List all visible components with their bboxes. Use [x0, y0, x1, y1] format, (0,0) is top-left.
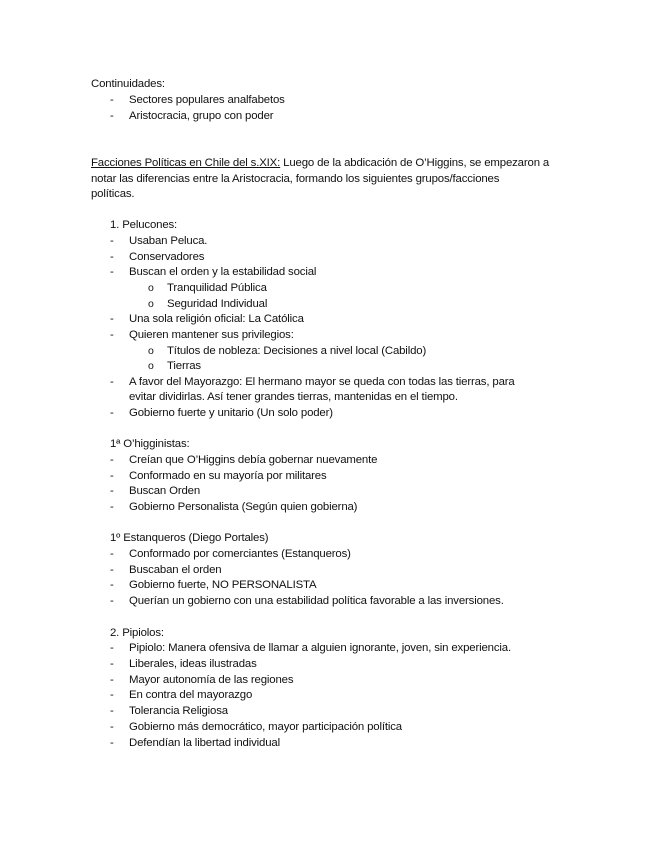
list-item: Quieren mantener sus privilegios: — [129, 329, 294, 341]
list-item: En contra del mayorazgo — [129, 689, 253, 701]
dash-marker: - — [110, 407, 114, 419]
dash-marker: - — [110, 564, 114, 576]
dash-marker: - — [110, 674, 114, 686]
list-item: Gobierno más democrático, mayor participación política — [129, 721, 402, 733]
dash-marker: - — [110, 470, 114, 482]
facciones-intro-line-2: notar las diferencias entre la Aristocracia, formando los siguientes grupos/facciones — [91, 173, 500, 185]
bullet-marker: o — [148, 298, 154, 310]
continuidades-title: Continuidades: — [91, 78, 165, 90]
dash-marker: - — [110, 595, 114, 607]
list-item: A favor del Mayorazgo: El hermano mayor se queda con todas las tierras, para — [129, 376, 515, 388]
list-item: Una sola religión oficial: La Católica — [129, 313, 304, 325]
list-item: Pipiolo: Manera ofensiva de llamar a alguien ignorante, joven, sin experiencia. — [129, 642, 511, 654]
estanqueros-title: 1º Estanqueros (Diego Portales) — [110, 532, 269, 544]
dash-marker: - — [110, 313, 114, 325]
list-item: Defendían la libertad individual — [129, 737, 280, 749]
dash-marker: - — [110, 485, 114, 497]
list-item: Conformado en su mayoría por militares — [129, 470, 327, 482]
dash-marker: - — [110, 642, 114, 654]
sub-list-item: Seguridad Individual — [167, 298, 268, 310]
list-item: Tolerancia Religiosa — [129, 705, 228, 717]
dash-marker: - — [110, 501, 114, 513]
list-item: Mayor autonomía de las regiones — [129, 674, 294, 686]
sub-list-item: Tranquilidad Pública — [167, 282, 267, 294]
dash-marker: - — [110, 454, 114, 466]
list-item: Usaban Peluca. — [129, 235, 208, 247]
dash-marker: - — [110, 251, 114, 263]
bullet-marker: o — [148, 345, 154, 357]
bullet-marker: o — [148, 282, 154, 294]
dash-marker: - — [110, 235, 114, 247]
list-item: Conformado por comerciantes (Estanqueros) — [129, 548, 351, 560]
facciones-intro-line-3: políticas. — [91, 188, 135, 200]
pelucones-title: 1. Pelucones: — [110, 219, 178, 231]
list-item: Creían que O’Higgins debía gobernar nuevamente — [129, 454, 378, 466]
list-item: Gobierno fuerte, NO PERSONALISTA — [129, 579, 317, 591]
list-item: Gobierno fuerte y unitario (Un solo poder) — [129, 407, 333, 419]
list-item: Buscan el orden y la estabilidad social — [129, 266, 317, 278]
dash-marker: - — [110, 110, 114, 122]
dash-marker: - — [110, 721, 114, 733]
list-item: Sectores populares analfabetos — [129, 94, 285, 106]
list-item: Gobierno Personalista (Según quien gobierna) — [129, 501, 358, 513]
list-item: Aristocracia, grupo con poder — [129, 110, 274, 122]
sub-list-item: Tierras — [167, 360, 201, 372]
dash-marker: - — [110, 376, 114, 388]
dash-marker: - — [110, 737, 114, 749]
pipiolos-title: 2. Pipiolos: — [110, 627, 164, 639]
dash-marker: - — [110, 689, 114, 701]
dash-marker: - — [110, 329, 114, 341]
list-item: Buscaban el orden — [129, 564, 222, 576]
list-item: Querían un gobierno con una estabilidad política favorable a las inversiones. — [129, 595, 504, 607]
sub-list-item: Títulos de nobleza: Decisiones a nivel local (Cabildo) — [167, 345, 427, 357]
facciones-intro-start: Luego de la abdicación de O’Higgins, se empezaron a — [280, 157, 550, 169]
dash-marker: - — [110, 658, 114, 670]
dash-marker: - — [110, 705, 114, 717]
ohigginistas-title: 1ª O’higginistas: — [110, 438, 190, 450]
dash-marker: - — [110, 579, 114, 591]
bullet-marker: o — [148, 360, 154, 372]
list-item: Buscan Orden — [129, 485, 201, 497]
list-item: Conservadores — [129, 251, 205, 263]
list-item: Liberales, ideas ilustradas — [129, 658, 257, 670]
facciones-heading: Facciones Políticas en Chile del s.XIX: — [91, 157, 281, 169]
dash-marker: - — [110, 548, 114, 560]
list-item-continuation: evitar dividirlas. Así tener grandes tierras, mantenidas en el tiempo. — [129, 391, 458, 403]
dash-marker: - — [110, 94, 114, 106]
facciones-intro-line-1 — [91, 156, 549, 170]
dash-marker: - — [110, 266, 114, 278]
